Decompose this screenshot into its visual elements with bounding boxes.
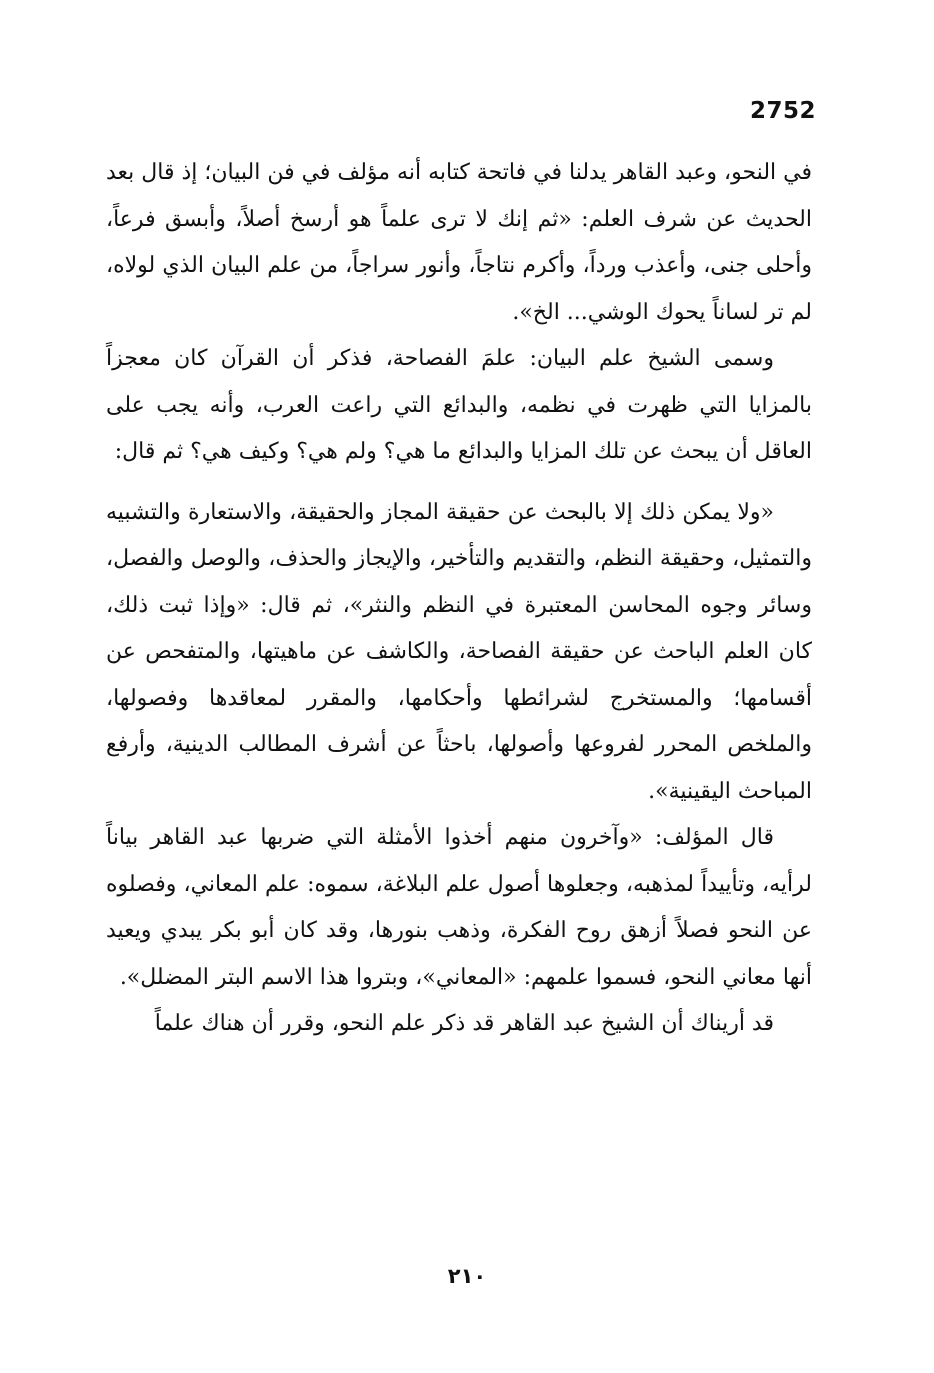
body-text bbox=[106, 150, 812, 1048]
paragraph-5: قد أريناك أن الشيخ عبد القاهر قد ذكر علم النحو، وقرر أن هناك علماً bbox=[154, 1011, 774, 1036]
page-number: ٢١٠ bbox=[447, 1264, 487, 1288]
page-identifier: 2752 bbox=[749, 98, 816, 124]
paragraph-1: في النحو، وعبد القاهر يدلنا في فاتحة كتابه أنه مؤلف في فن البيان؛ إذ قال بعد الحديث عن شرف العلم: «ثم إنك لا ترى علماً هو أرسخ أصلاً، وأبسق فرعاً، وأحلى جنى، وأعذب ورداً، وأكرم نتاجاً، وأنور سراجاً، من علم البيان الذي لولاه، لم تر لساناً يحوك الوشي... الخ». bbox=[106, 160, 812, 325]
paragraph-4: قال المؤلف: «وآخرون منهم أخذوا الأمثلة التي ضربها عبد القاهر بياناً لرأيه، وتأييداً لمذهبه، وجعلوها أصول علم البلاغة، سموه: علم المعاني، وفصلوه عن النحو فصلاً أزهق روح الفكرة، وذهب بنورها، وقد كان أبو بكر يبدي ويعيد أنها معاني النحو، فسموا علمهم: «المعاني»، وبتروا هذا الاسم البتر المضلل». bbox=[106, 825, 812, 990]
paragraph-2: وسمى الشيخ علم البيان: علمَ الفصاحة، فذكر أن القرآن كان معجزاً بالمزايا التي ظهرت في نظمه، والبدائع التي راعت العرب، وأنه يجب على العاقل أن يبحث عن تلك المزايا والبدائع ما هي؟ ولم هي؟ وكيف هي؟ ثم قال: bbox=[106, 346, 812, 464]
paragraph-3-quote: «ولا يمكن ذلك إلا بالبحث عن حقيقة المجاز والحقيقة، والاستعارة والتشبيه والتمثيل، وحقيقة النظم، والتقديم والتأخير، والإيجاز والحذف، والوصل والفصل، وسائر وجوه المحاسن المعتبرة في النظم والنثر»، ثم قال: «وإذا ثبت ذلك، كان العلم الباحث عن حقيقة الفصاحة، والكاشف عن ماهيتها، والمتفحص عن أقسامها؛ والمستخرج لشرائطها وأحكامها، والمقرر لمعاقدها وفصولها، والملخص المحرر لفروعها وأصولها، باحثاً عن أشرف المطالب الدينية، وأرفع المباحث اليقينية». bbox=[106, 499, 812, 804]
